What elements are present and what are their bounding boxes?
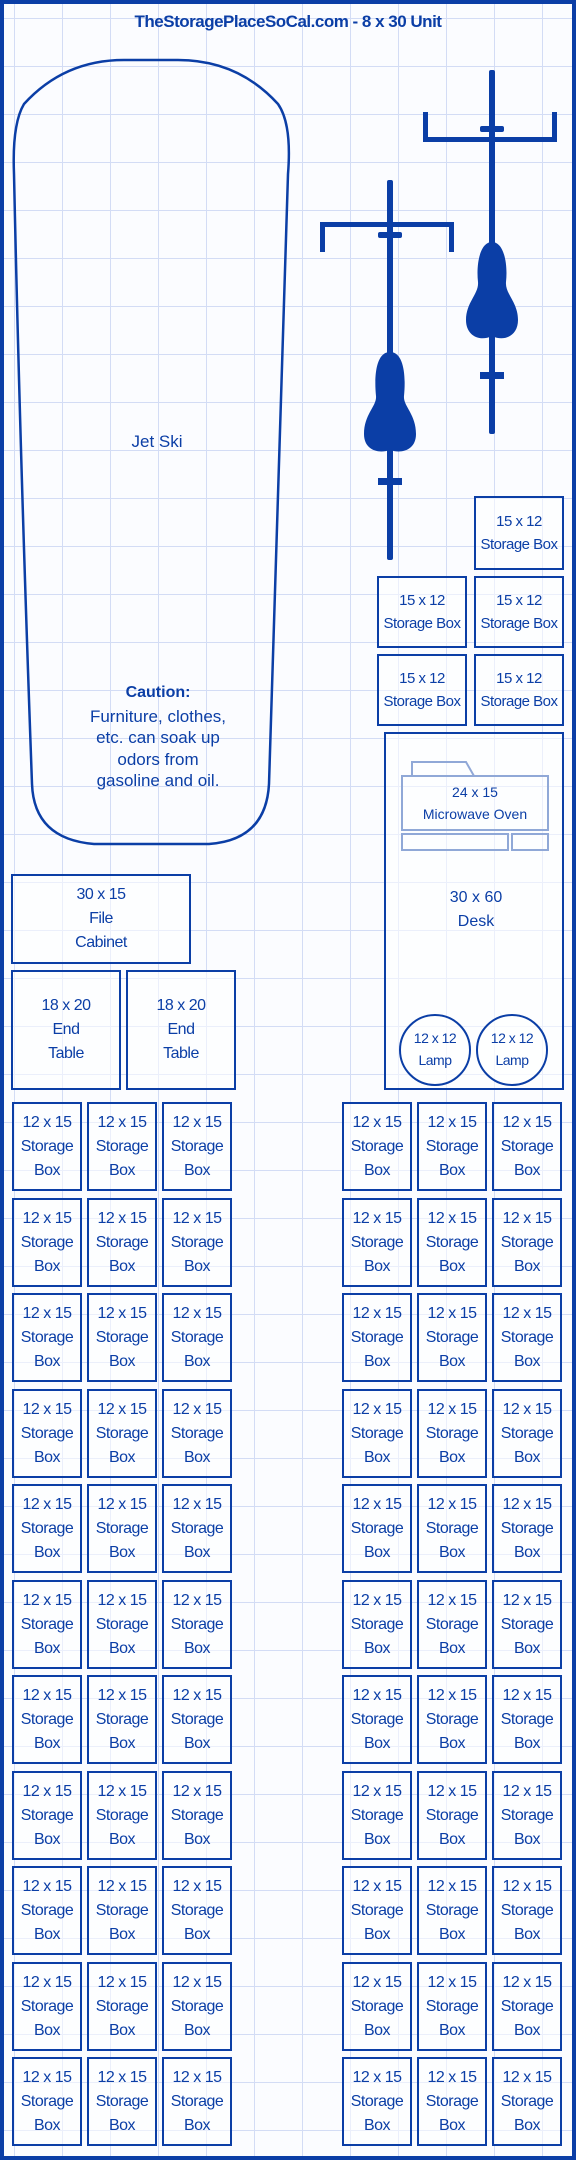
storage-box-12x15: 12 x 15 Storage Box [162,1198,232,1287]
storage-box-12x15: 12 x 15 Storage Box [342,1580,412,1669]
storage-box-12x15: 12 x 15 Storage Box [87,1389,157,1478]
storage-box-12x15: 12 x 15 Storage Box [87,1198,157,1287]
storage-box-12x15: 12 x 15 Storage Box [492,1675,562,1764]
storage-box-12x15: 12 x 15 Storage Box [162,1866,232,1955]
storage-box-12x15: 12 x 15 Storage Box [162,1484,232,1573]
storage-box-12x15: 12 x 15 Storage Box [417,2057,487,2146]
bicycle-icon-right [423,70,557,434]
storage-box-12x15: 12 x 15 Storage Box [492,1389,562,1478]
storage-box-12x15: 12 x 15 Storage Box [417,1102,487,1191]
storage-box-12x15: 12 x 15 Storage Box [12,1866,82,1955]
end-table: 18 x 20 End Table [126,970,236,1090]
storage-box-12x15: 12 x 15 Storage Box [162,1962,232,2051]
storage-box-12x15: 12 x 15 Storage Box [417,1293,487,1382]
storage-box-12x15: 12 x 15 Storage Box [162,1293,232,1382]
storage-box-12x15: 12 x 15 Storage Box [417,1866,487,1955]
storage-box-12x15: 12 x 15 Storage Box [342,1293,412,1382]
storage-box-12x15: 12 x 15 Storage Box [342,1198,412,1287]
storage-box-12x15: 12 x 15 Storage Box [12,1293,82,1382]
storage-box-12x15: 12 x 15 Storage Box [12,2057,82,2146]
storage-box-12x15: 12 x 15 Storage Box [87,1580,157,1669]
storage-box-12x15: 12 x 15 Storage Box [12,1389,82,1478]
caution-text: Furniture, clothes, etc. can soak up odors from gasoline and oil. [89,707,227,790]
storage-box-12x15: 12 x 15 Storage Box [492,1198,562,1287]
storage-box-12x15: 12 x 15 Storage Box [162,1771,232,1860]
storage-box-12x15: 12 x 15 Storage Box [87,1675,157,1764]
storage-box-12x15: 12 x 15 Storage Box [87,1484,157,1573]
storage-box-12x15: 12 x 15 Storage Box [417,1580,487,1669]
storage-box-12x15: 12 x 15 Storage Box [12,1771,82,1860]
storage-box-12x15: 12 x 15 Storage Box [492,1962,562,2051]
storage-box-12x15: 12 x 15 Storage Box [87,1293,157,1382]
storage-box-12x15: 12 x 15 Storage Box [87,1771,157,1860]
storage-box-12x15: 12 x 15 Storage Box [417,1389,487,1478]
storage-box-12x15: 12 x 15 Storage Box [492,1484,562,1573]
storage-box-12x15: 12 x 15 Storage Box [417,1484,487,1573]
storage-box-12x15: 12 x 15 Storage Box [162,2057,232,2146]
jet-ski-label: Jet Ski [131,432,183,451]
storage-box-12x15: 12 x 15 Storage Box [12,1962,82,2051]
storage-box-12x15: 12 x 15 Storage Box [12,1580,82,1669]
storage-box-12x15: 12 x 15 Storage Box [162,1580,232,1669]
end-table: 18 x 20 End Table [11,970,121,1090]
storage-box-12x15: 12 x 15 Storage Box [342,2057,412,2146]
storage-box-12x15: 12 x 15 Storage Box [417,1962,487,2051]
bicycle-icon-left [320,180,454,560]
desk-label: 30 x 60 Desk [449,889,503,930]
page-title: TheStoragePlaceSoCal.com - 8 x 30 Unit [134,12,442,31]
storage-box-15x12: 15 x 12 Storage Box [474,654,564,726]
storage-box-12x15: 12 x 15 Storage Box [87,1962,157,2051]
storage-box-12x15: 12 x 15 Storage Box [162,1389,232,1478]
storage-box-12x15: 12 x 15 Storage Box [342,1102,412,1191]
storage-box-12x15: 12 x 15 Storage Box [87,1102,157,1191]
storage-box-12x15: 12 x 15 Storage Box [417,1675,487,1764]
storage-box-12x15: 12 x 15 Storage Box [162,1102,232,1191]
storage-box-12x15: 12 x 15 Storage Box [342,1675,412,1764]
storage-box-12x15: 12 x 15 Storage Box [87,2057,157,2146]
storage-box-12x15: 12 x 15 Storage Box [12,1675,82,1764]
storage-box-15x12: 15 x 12 Storage Box [474,496,564,570]
storage-box-12x15: 12 x 15 Storage Box [492,1771,562,1860]
lamp: 12 x 12 Lamp [399,1014,471,1086]
storage-box-12x15: 12 x 15 Storage Box [342,1771,412,1860]
storage-box-12x15: 12 x 15 Storage Box [342,1962,412,2051]
microwave-oven-label: 24 x 15 Microwave Oven [422,784,528,822]
storage-box-12x15: 12 x 15 Storage Box [87,1866,157,1955]
storage-box-12x15: 12 x 15 Storage Box [492,1580,562,1669]
caution-heading: Caution: [125,684,191,701]
storage-box-12x15: 12 x 15 Storage Box [342,1389,412,1478]
storage-box-15x12: 15 x 12 Storage Box [377,576,467,648]
storage-box-12x15: 12 x 15 Storage Box [492,2057,562,2146]
file-cabinet: 30 x 15 File Cabinet [11,874,191,964]
storage-box-12x15: 12 x 15 Storage Box [417,1771,487,1860]
storage-box-15x12: 15 x 12 Storage Box [377,654,467,726]
storage-box-15x12: 15 x 12 Storage Box [474,576,564,648]
storage-box-12x15: 12 x 15 Storage Box [342,1866,412,1955]
storage-box-12x15: 12 x 15 Storage Box [492,1102,562,1191]
storage-box-12x15: 12 x 15 Storage Box [12,1102,82,1191]
storage-box-12x15: 12 x 15 Storage Box [162,1675,232,1764]
storage-box-12x15: 12 x 15 Storage Box [492,1866,562,1955]
lamp: 12 x 12 Lamp [476,1014,548,1086]
storage-box-12x15: 12 x 15 Storage Box [417,1198,487,1287]
storage-box-12x15: 12 x 15 Storage Box [12,1484,82,1573]
storage-box-12x15: 12 x 15 Storage Box [492,1293,562,1382]
storage-box-12x15: 12 x 15 Storage Box [342,1484,412,1573]
storage-box-12x15: 12 x 15 Storage Box [12,1198,82,1287]
